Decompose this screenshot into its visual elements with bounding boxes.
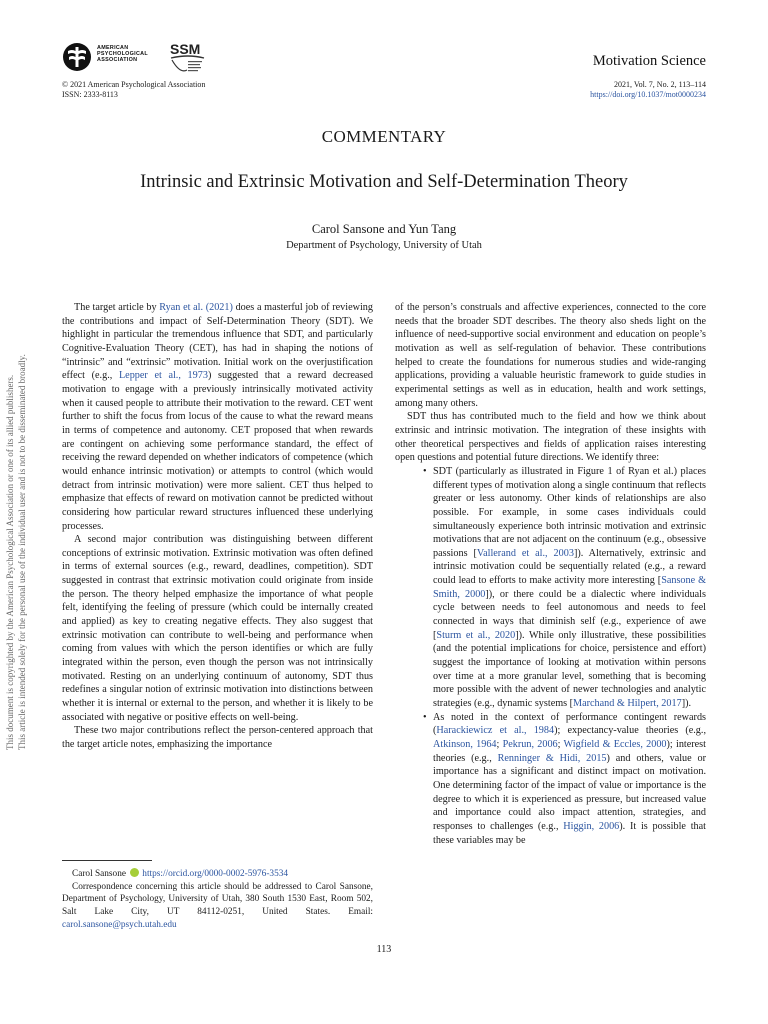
bullet-list xyxy=(395,465,706,847)
paragraph: SDT thus has contributed much to the field and how we think about extrinsic and intrinsic motivation. The integration of these insights with other theoretical perspectives and fields of application raises interesting open questions and potential future directions. We identify three: xyxy=(395,411,706,464)
citation-link[interactable]: Vallerand et al., 2003 xyxy=(476,547,574,559)
copyright: © 2021 American Psychological Association xyxy=(62,80,206,89)
citation-link[interactable]: Sturm et al., 2020 xyxy=(436,629,516,641)
citation-link[interactable]: Sansone & Smith, 2000 xyxy=(433,575,706,600)
citation-link[interactable]: Harackiewicz et al., 1984 xyxy=(436,725,555,737)
ssm-logo-text: SSM xyxy=(170,41,201,57)
citation-link[interactable]: Higgin, 2006 xyxy=(563,820,620,832)
paragraph: The target article by Ryan et al. (2021) does a masterful job of reviewing the contributions and impact of Self-Determination Theory (SDT). We highlight in particular the tremendous influence that SDT, and particularly Cognitive-Evaluation Theory (CET), has had in shaping the notions of “intrinsic” and “extrinsic” motivation. Initial work on the overjustification effect (e.g., Lepper et al., 1973) suggested that a reward decreased motivation to engage with a previously intrinsically motivated activity when it caused people to attribute their motivation to the reward. CET went further to shift the focus from locus of the cause to what the reward means in terms of competence and autonomy. CET proposed that when rewards are contingent on achieving some performance standard, the effect of receiving the reward depended on whether indicators of competence (which would enhance intrinsic motivation) or attempts to control (which would detract from intrinsic motivation) were more salient. CET thus helped to emphasize that effects of reward on motivation cannot be predicted without considering how particular reward structures influenced these underlying processes. xyxy=(62,302,373,532)
citation-link[interactable]: Atkinson, 1964 xyxy=(433,739,497,750)
right-column xyxy=(395,301,706,847)
footnote-correspondence: Correspondence concerning this article should be addressed to Carol Sansone, Department of Psychology, University of Utah, 380 South 1530 East, Room 502, Salt Lake City, UT 84112-0251, United States. Email: carol.sansone@psych.utah.edu xyxy=(62,881,373,930)
citation-link[interactable]: Lepper et al., 1973 xyxy=(118,370,208,382)
page-number: 113 xyxy=(376,944,392,955)
header-right xyxy=(590,80,706,99)
citation-link[interactable]: Wigfield & Eccles, 2000 xyxy=(563,739,667,750)
copyright-sidebar-notice xyxy=(2,290,42,750)
list-item: • As noted in the context of performance contingent rewards (Harackiewicz et al., 1984); expectancy-value theories (e.g., Atkinson, 1964; Pekrun, 2006; Wigfield & Eccles, 2000); interest theories (e.g., Renninger & Hidi, 2015) and others, value or importance has a significant and distinct impact on motivation. One determining factor of the impact of value or importance is the degree to which it is experienced as pressure, but increased value and importance could also impact attention, strategies, and responses to challenges (e.g., Higgin, 2006). It is possible that these variables may be xyxy=(395,711,706,848)
article-title: Intrinsic and Extrinsic Motivation and Self-Determination Theory xyxy=(140,172,628,192)
footnote xyxy=(62,868,373,932)
footnote-rule xyxy=(62,860,152,861)
citation: 2021, Vol. 7, No. 2, 113–114 xyxy=(613,80,706,89)
apa-logo-icon xyxy=(62,42,92,72)
header-left xyxy=(62,80,205,99)
paragraph: These two major contributions reflect the person-centered approach that the target article notes, emphasizing the importance xyxy=(62,725,373,750)
citation-link[interactable]: Ryan et al. (2021) xyxy=(159,302,233,313)
list-item: • SDT (particularly as illustrated in Figure 1 of Ryan et al.) places different types of motivation along a single continuum that reflects greater or less autonomy. Other kinds of relationships are also possible. For example, in some cases individuals could simultaneously experience both intrinsic motivation and extrinsic motivations that are not adjacent on the continuum (e.g., obsessive passions [Vallerand et al., 2003]). Alternatively, extrinsic and intrinsic motivation could be sequentially related (e.g., a reward could lead to efforts to make activity more interesting [Sansone & Smith, 2000]), or there could be a dialectic where individuals cycle between needs to feel autonomous and needs to feel connected in ways that diminish self (e.g., experience of awe [Sturm et al., 2020]). While only illustrative, these possibilities (and the potential implications for choice, persistence and effort) suggest the importance of looking at motivation within persons over time at a more granular level, something that is becoming more possible with the advent of newer technologies and analytic strategies (e.g., dynamic systems [Marchand & Hilpert, 2017]). xyxy=(395,465,706,711)
sidebar-line-2: This article is intended solely for the personal use of the individual user and is not to be disseminated broadly. xyxy=(17,354,27,750)
ssm-logo-icon xyxy=(168,40,208,76)
citation-link[interactable]: Pekrun, 2006 xyxy=(502,739,558,750)
article-type: COMMENTARY xyxy=(321,127,447,146)
apa-logo-text: AMERICAN PSYCHOLOGICAL ASSOCIATION xyxy=(97,45,148,64)
left-column xyxy=(62,301,373,752)
orcid-icon xyxy=(130,868,139,877)
sidebar-line-1: This document is copyrighted by the American Psychological Association or one of its allied publishers. xyxy=(5,374,15,750)
article-affiliation: Department of Psychology, University of Utah xyxy=(286,240,482,251)
orcid-link[interactable]: https://orcid.org/0000-0002-5976-3534 xyxy=(142,869,289,879)
issn: ISSN: 2333-8113 xyxy=(62,89,118,99)
citation-link[interactable]: Renninger & Hidi, 2015 xyxy=(497,752,607,764)
paragraph: of the person’s construals and affective experiences, connected to the core needs that the broader SDT describes. The theory also sheds light on the influence of need-supportive social environment and education on people’s motivation as well as self-regulation of behavior. These contributions helped to create the foundations for numerous studies and wide-ranging applications, providing a valuable heuristic framework to guide studies in experimental settings as well as in education, health and work settings, among many others. xyxy=(395,302,706,409)
paragraph: A second major contribution was distinguishing between different conceptions of extrinsic motivation. Extrinsic motivation was often defined in terms of external sources (e.g., reward, deadlines, competition). SDT suggested in contrast that extrinsic motivation could originate from inside the person. The theory helped emphasize the importance of what people felt, identifying the feeling of pressure (which could be internally created and applied) as key to creating negative effects. They also suggest that extrinsic motivation can contribute to well-being and performance when coming from values with which the person identifies or which are fully integrated within the person, even though the person was not intrinsically motivated. Resting on an underlying continuum of autonomy, SDT thus redefines a singular notion of extrinsic motivation into distinctions between whether it is internal or external to the person, and whether it is likely to be associated with negative or positive effects on well-being. xyxy=(62,534,373,723)
email-link[interactable]: carol.sansone@psych.utah.edu xyxy=(62,919,177,930)
doi-link[interactable]: https://doi.org/10.1037/mot0000234 xyxy=(590,89,706,99)
footnote-author: Carol Sansone https://orcid.org/0000-0002-5976-3534 xyxy=(72,869,289,879)
journal-name: Motivation Science xyxy=(592,53,706,69)
citation-link[interactable]: Marchand & Hilpert, 2017 xyxy=(573,698,682,710)
article-authors: Carol Sansone and Yun Tang xyxy=(311,222,457,236)
